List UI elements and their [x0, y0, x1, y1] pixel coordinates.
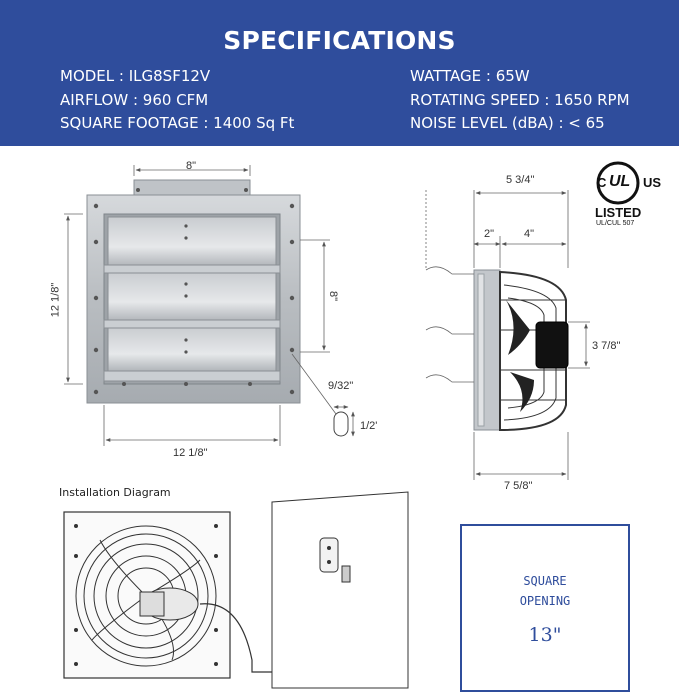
spec-model: MODEL : ILG8SF12V [60, 67, 211, 85]
ul-listed-text: LISTED [595, 205, 642, 220]
front-dim-right: 8" [327, 290, 340, 302]
front-dim-left: 12 1/8" [49, 282, 62, 318]
square-opening-line2: OPENING [519, 594, 571, 608]
side-dim-bottom: 7 5/8" [504, 480, 533, 492]
side-dim-guard: 4" [524, 228, 535, 240]
ul-us-letters: US [643, 175, 662, 190]
spec-wattage: WATTAGE : 65W [410, 67, 530, 85]
side-dim-motor: 3 7/8" [592, 340, 621, 352]
spec-noise-level: NOISE LEVEL (dBA) : < 65 [410, 114, 605, 132]
side-dim-depth: 5 3/4" [506, 174, 535, 186]
installation-diagram-title: Installation Diagram [59, 486, 171, 499]
square-opening-box [460, 524, 630, 692]
square-opening-line1: SQUARE [523, 574, 567, 588]
ul-letters: UL [609, 173, 631, 190]
side-dim-frame: 2" [484, 228, 495, 240]
front-dim-bottom: 12 1/8" [173, 447, 208, 459]
side-view-fan [474, 270, 568, 430]
spec-airflow: AIRFLOW : 960 CFM [60, 91, 209, 109]
front-view-shutter [87, 180, 300, 403]
square-opening-size: 13" [528, 624, 562, 646]
slot-width-label: 9/32" [328, 380, 354, 392]
ul-code-text: UL/CUL 507 [596, 220, 635, 227]
slot-height-label: 1/2' [360, 420, 378, 432]
spec-rotating-speed: ROTATING SPEED : 1650 RPM [410, 91, 630, 109]
ul-c-letter: C [597, 175, 607, 190]
spec-square-footage: SQUARE FOOTAGE : 1400 Sq Ft [60, 114, 295, 132]
front-dim-top: 8" [186, 160, 197, 172]
specifications-title: SPECIFICATIONS [223, 26, 456, 55]
installation-diagram [64, 492, 408, 688]
